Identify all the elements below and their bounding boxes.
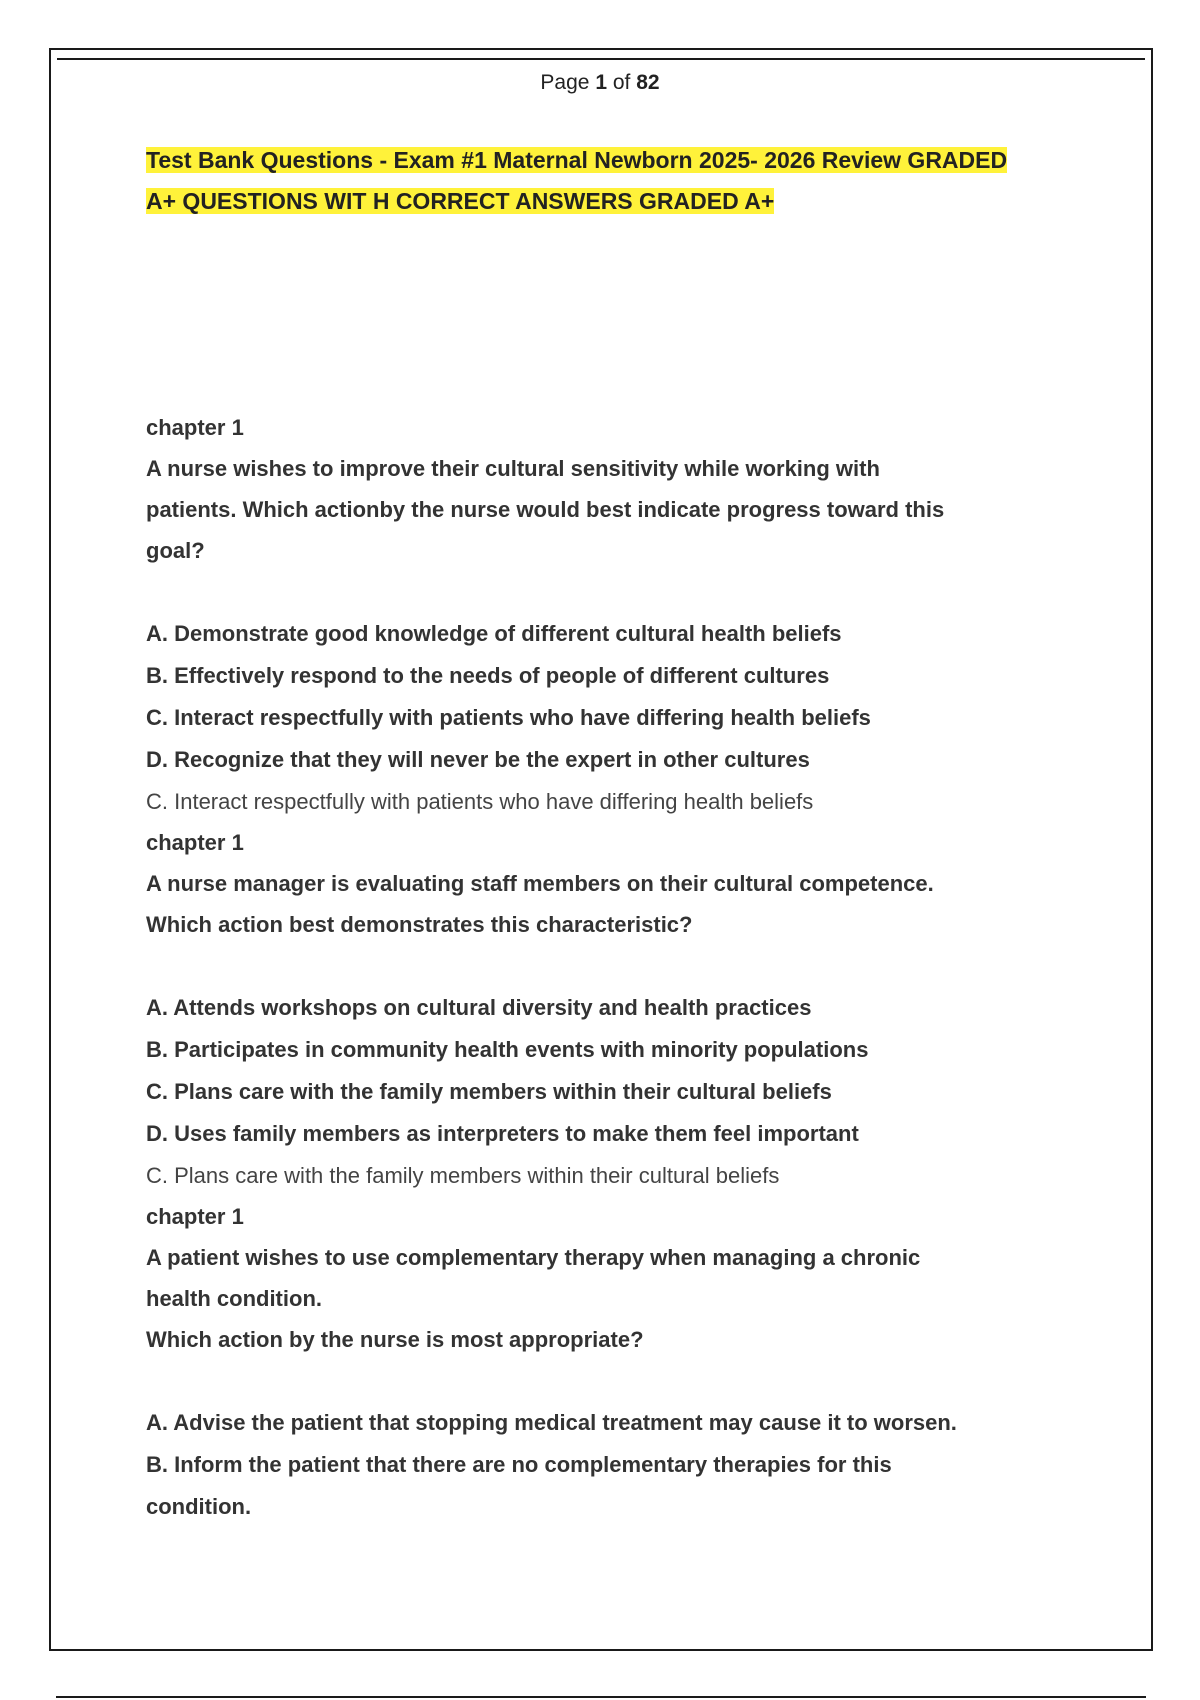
question-block bbox=[146, 407, 1066, 822]
question-stem-line: goal? bbox=[146, 538, 205, 563]
page-total: 82 bbox=[636, 71, 660, 94]
answer-option: A. Advise the patient that stopping medical treatment may cause it to worsen. bbox=[146, 1410, 957, 1435]
question-stem-line: A patient wishes to use complementary therapy when managing a chronic bbox=[146, 1245, 921, 1270]
page-number bbox=[0, 71, 1200, 95]
chapter-label: chapter 1 bbox=[146, 830, 244, 855]
next-page-top-rule bbox=[56, 1696, 1146, 1698]
question-block bbox=[146, 822, 1066, 1196]
question-stem-line: Which action by the nurse is most appropriate? bbox=[146, 1327, 644, 1352]
correct-answer: C. Interact respectfully with patients who have differing health beliefs bbox=[146, 789, 814, 814]
answer-option: B. Participates in community health events with minority populations bbox=[146, 1037, 869, 1062]
document-content bbox=[146, 140, 1066, 1528]
question-stem-line: A nurse manager is evaluating staff members on their cultural competence. bbox=[146, 871, 934, 896]
page-prefix: Page bbox=[540, 71, 590, 94]
question-stem-line: health condition. bbox=[146, 1286, 322, 1311]
chapter-label: chapter 1 bbox=[146, 415, 244, 440]
answer-option: C. Plans care with the family members within their cultural beliefs bbox=[146, 1079, 832, 1104]
answer-option: B. Effectively respond to the needs of people of different cultures bbox=[146, 663, 830, 688]
page-of: of bbox=[612, 71, 631, 94]
answer-option: D. Uses family members as interpreters to make them feel important bbox=[146, 1121, 859, 1146]
document-title bbox=[146, 140, 1066, 222]
answer-option: C. Interact respectfully with patients who have differing health beliefs bbox=[146, 705, 871, 730]
answer-option: A. Demonstrate good knowledge of different cultural health beliefs bbox=[146, 621, 842, 646]
title-line-2: A+ QUESTIONS WIT H CORRECT ANSWERS GRADED A+ bbox=[146, 188, 775, 214]
page-current: 1 bbox=[595, 71, 607, 94]
question-stem-line: patients. Which actionby the nurse would best indicate progress toward this bbox=[146, 497, 945, 522]
answer-option: B. Inform the patient that there are no complementary therapies for this bbox=[146, 1452, 892, 1477]
frame-top-rule bbox=[57, 58, 1145, 60]
answer-option: condition. bbox=[146, 1494, 252, 1519]
question-stem-line: A nurse wishes to improve their cultural sensitivity while working with bbox=[146, 456, 880, 481]
answer-option: D. Recognize that they will never be the expert in other cultures bbox=[146, 747, 810, 772]
answer-option: A. Attends workshops on cultural diversity and health practices bbox=[146, 995, 812, 1020]
question-stem-line: Which action best demonstrates this characteristic? bbox=[146, 912, 693, 937]
question-block bbox=[146, 1196, 1066, 1528]
title-line-1: Test Bank Questions - Exam #1 Maternal Newborn 2025- 2026 Review GRADED bbox=[146, 147, 1008, 173]
correct-answer: C. Plans care with the family members within their cultural beliefs bbox=[146, 1163, 780, 1188]
chapter-label: chapter 1 bbox=[146, 1204, 244, 1229]
